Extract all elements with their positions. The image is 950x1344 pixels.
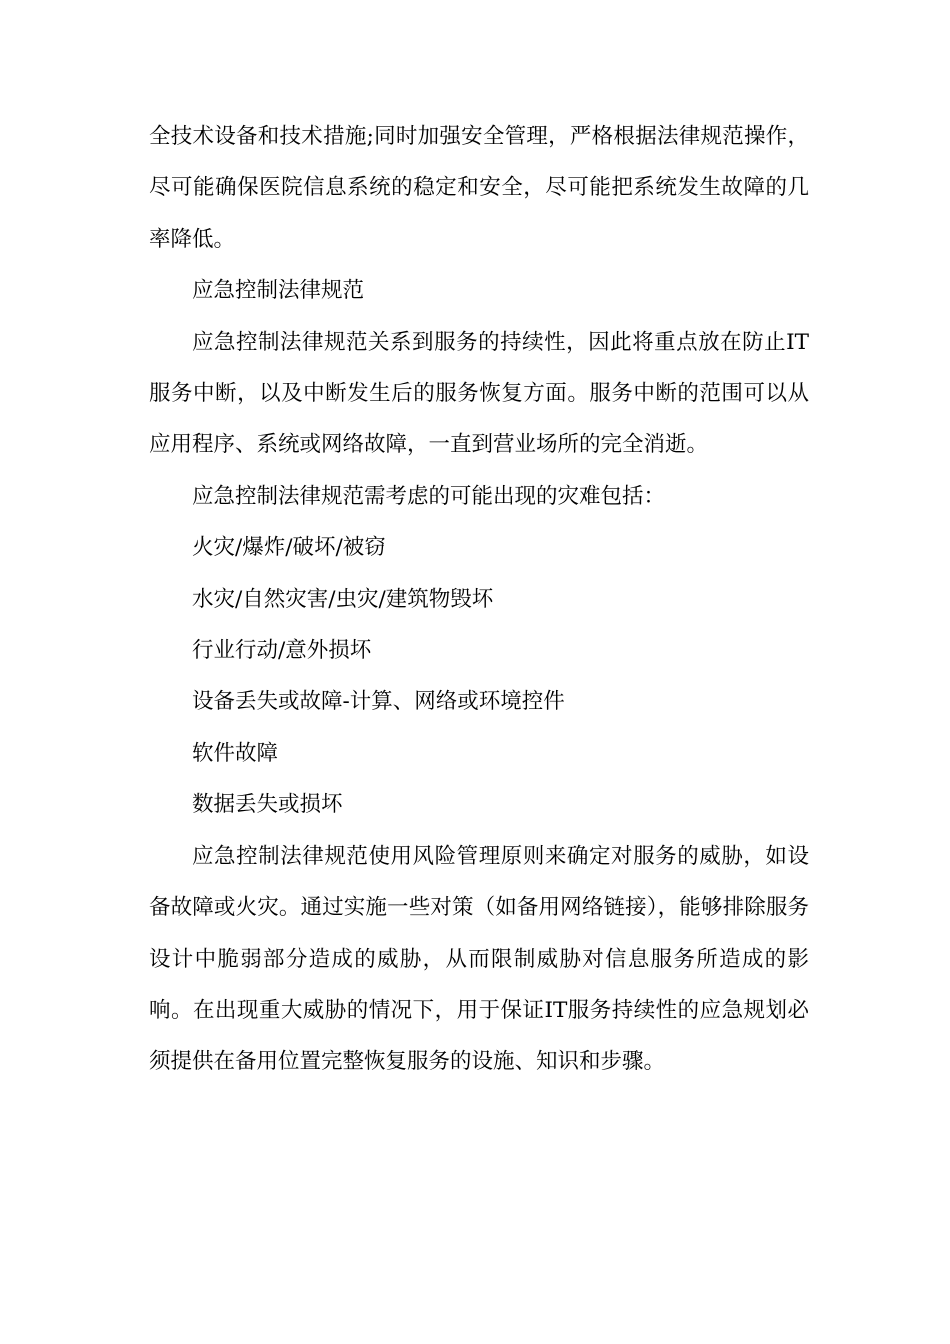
list-item: 行业行动/意外损坏 [192,638,372,664]
list-item: 软件故障 [192,740,279,766]
paragraph-continuation: 全技术设备和技术措施;同时加强安全管理，严格根据法律规范操作，尽可能确保医院信息系统的稳定和安全，尽可能把系统发生故障的几率降低。 [149,124,809,252]
paragraph: 应急控制法律规范使用风险管理原则来确定对服务的威胁，如设备故障或火灾。通过实施一些对策（如备用网络链接），能够排除服务设计中脆弱部分造成的威胁，从而限制威胁对信息服务所造成的影响。在出现重大威胁的情况下，用于保证IT服务持续性的应急规划必须提供在备用位置完整恢复服务的设施、知识和步骤。 [149,843,809,1075]
list-item: 设备丢失或故障-计算、网络或环境控件 [192,689,565,715]
paragraph: 应急控制法律规范需考虑的可能出现的灾难包括： [192,483,666,509]
list-item: 火灾/爆炸/破坏/被窃 [192,535,386,561]
document-body [149,111,809,1088]
paragraph: 应急控制法律规范关系到服务的持续性，因此将重点放在防止IT服务中断，以及中断发生后的服务恢复方面。服务中断的范围可以从应用程序、系统或网络故障，一直到营业场所的完全消逝。 [149,329,809,458]
list-item: 水灾/自然灾害/虫灾/建筑物毁坏 [192,586,494,612]
section-heading: 应急控制法律规范 [192,278,365,304]
list-item: 数据丢失或损坏 [192,792,343,818]
